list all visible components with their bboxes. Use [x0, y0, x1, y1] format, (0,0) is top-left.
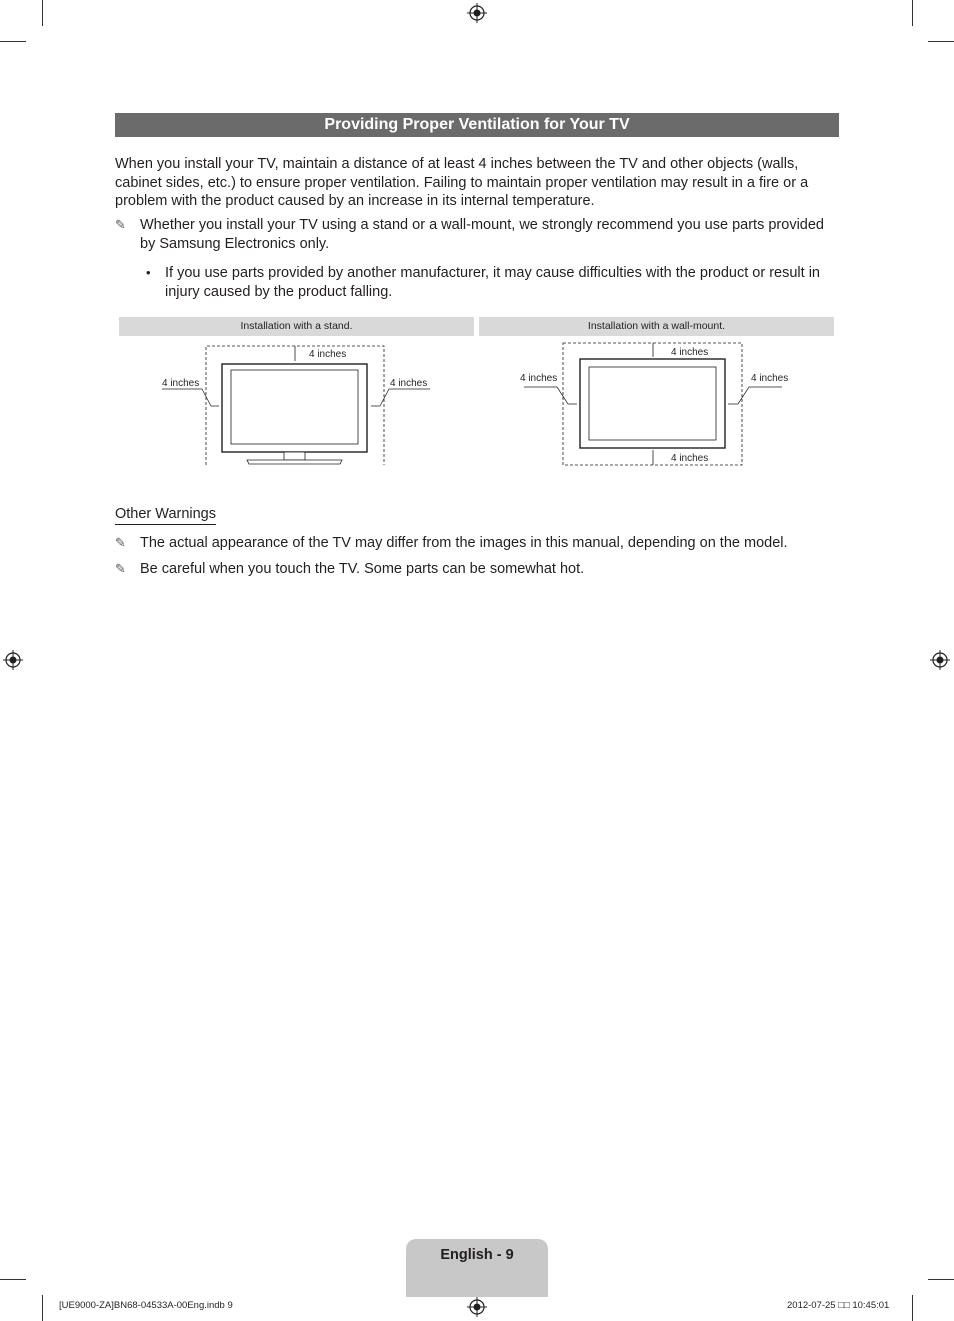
stand-label-left: 4 inches	[162, 378, 200, 389]
note-recommend-parts: Whether you install your TV using a stand or a wall-mount, we strongly recommend you use parts provided by Samsung Electronics only.	[140, 217, 824, 252]
section-title: Providing Proper Ventilation for Your TV	[115, 113, 839, 137]
pencil-note-icon: ✎	[115, 217, 126, 232]
page-number-tab	[406, 1239, 548, 1297]
crop-mark-bottom-right	[912, 1295, 913, 1321]
file-slug: [UE9000-ZA]BN68-04533A-00Eng.indb 9	[59, 1300, 233, 1311]
note-parts-hot: Be careful when you touch the TV. Some parts can be somewhat hot.	[140, 561, 585, 577]
wall-label-bottom: 4 inches	[671, 453, 709, 464]
crop-mark-bottom-left	[42, 1295, 43, 1321]
registration-mark-icon	[930, 650, 950, 670]
registration-mark-icon	[467, 1297, 487, 1317]
figure-caption-wall-mount: Installation with a wall-mount.	[479, 317, 834, 336]
wall-label-top: 4 inches	[671, 347, 709, 358]
crop-mark-bottom-left-h	[0, 1279, 26, 1280]
wall-mount-installation-diagram	[479, 338, 834, 468]
page-number-label: English - 9	[440, 1247, 514, 1263]
other-warnings-heading: Other Warnings	[115, 505, 216, 525]
tv-stand-neck	[284, 452, 305, 460]
tv-stand-base	[247, 460, 342, 464]
crop-mark-top-right-h	[928, 41, 954, 42]
bullet-other-manufacturer: If you use parts provided by another manufacturer, it may cause difficulties with the product or result in injury caused by the product falling.	[165, 265, 820, 300]
pencil-note-icon: ✎	[115, 561, 126, 576]
stand-label-top: 4 inches	[309, 349, 347, 360]
tv-screen	[589, 367, 716, 440]
tv-screen	[231, 370, 358, 444]
registration-mark-icon	[467, 3, 487, 23]
crop-mark-top-left-h	[0, 41, 26, 42]
bullet-icon: •	[146, 265, 151, 280]
print-timestamp: 2012-07-25 □□ 10:45:01	[787, 1300, 890, 1311]
crop-mark-top-left	[42, 0, 43, 26]
note-appearance-differs: The actual appearance of the TV may differ from the images in this manual, depending on the model.	[140, 535, 788, 551]
figure-caption-stand: Installation with a stand.	[119, 317, 474, 336]
stand-label-right: 4 inches	[390, 378, 428, 389]
intro-paragraph: When you install your TV, maintain a distance of at least 4 inches between the TV and other objects (walls, cabinet sides, etc.) to ensure proper ventilation. Failing to maintain proper ventilation may result in a fire or a problem with the product caused by an increase in its internal temperature.	[115, 156, 809, 209]
registration-mark-icon	[3, 650, 23, 670]
crop-mark-top-right	[912, 0, 913, 26]
stand-installation-diagram	[119, 338, 474, 468]
crop-mark-bottom-right-h	[928, 1279, 954, 1280]
wall-label-right: 4 inches	[751, 373, 789, 384]
pencil-note-icon: ✎	[115, 535, 126, 550]
wall-label-left: 4 inches	[520, 373, 558, 384]
